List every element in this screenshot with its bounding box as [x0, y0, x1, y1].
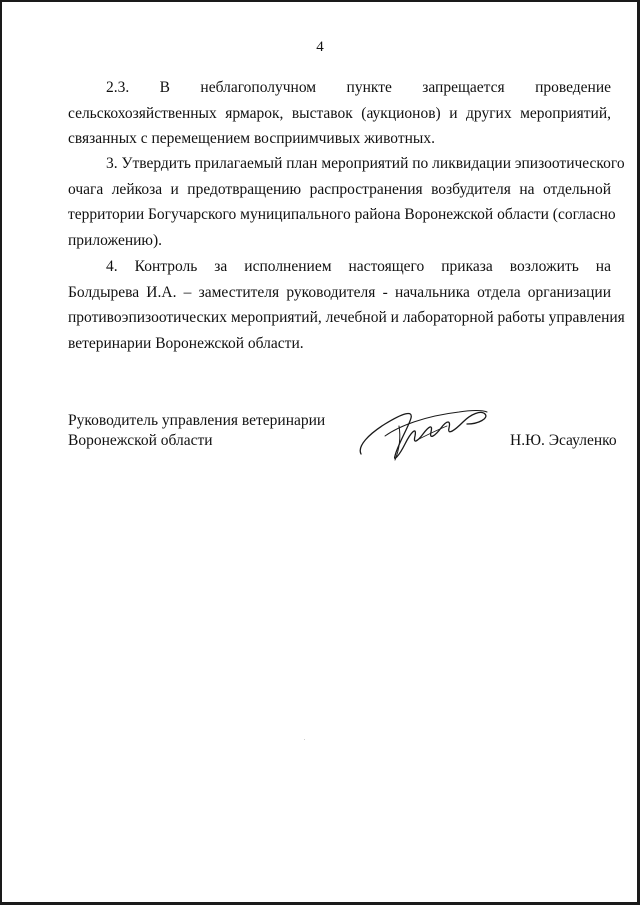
paragraph-line: 4. Контроль за исполнением настоящего приказа возложить на	[106, 258, 611, 275]
paragraph-4	[68, 254, 625, 356]
paragraph-3	[68, 151, 625, 253]
paragraph-line: очага лейкоза и предотвращению распространения возбудителя на отдельной	[68, 180, 611, 198]
page-number: 4	[316, 39, 324, 55]
paragraph-line: приложению).	[68, 231, 163, 249]
scan-speck	[304, 739, 305, 740]
signer-title	[68, 411, 325, 451]
page-edge-left	[0, 0, 2, 905]
paragraph-line: Болдырева И.А. – заместителя руководителя - начальника отдела организации	[68, 283, 611, 301]
signer-name: Н.Ю. Эсауленко	[510, 432, 617, 449]
handwritten-signature-icon	[355, 396, 495, 466]
signer-title-line: Воронежской области	[68, 432, 213, 449]
paragraph-line: сельскохозяйственных ярмарок, выставок (аукционов) и других мероприятий,	[68, 104, 611, 122]
paragraph-line: ветеринарии Воронежской области.	[68, 334, 304, 352]
paragraph-line: территории Богучарского муниципального района Воронежской области (согласно	[68, 206, 616, 224]
paragraph-line: 3. Утвердить прилагаемый план мероприятий по ликвидации эпизоотического	[106, 155, 625, 172]
signer-title-line: Руководитель управления ветеринарии	[68, 412, 326, 429]
paragraph-line: связанных с перемещением восприимчивых животных.	[68, 130, 435, 148]
paragraph-line: противоэпизоотических мероприятий, лечебной и лабораторной работы управления	[68, 309, 625, 327]
page-edge-top	[0, 0, 640, 2]
paragraph-line: 2.3. В неблагополучном пункте запрещается проведение	[106, 79, 611, 96]
paragraph-2-3	[68, 75, 611, 152]
